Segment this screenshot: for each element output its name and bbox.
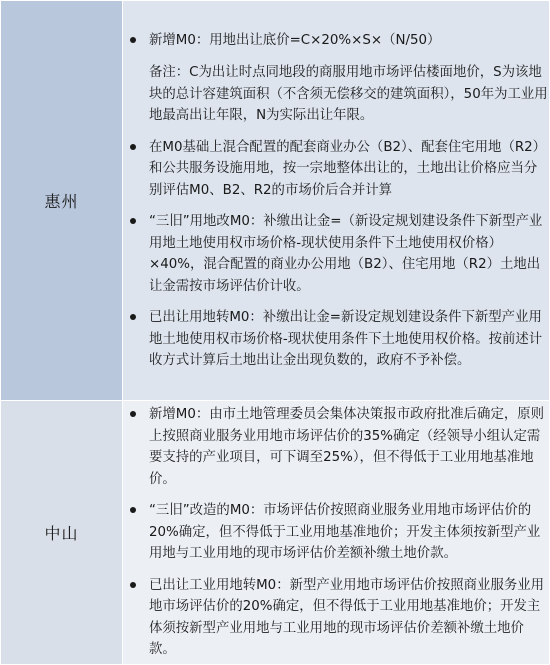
policy-text: 已出让用地转M0：补缴出让金=新设定规划建设条件下新型产业用地土地使用权市场价格-现状使用条件下土地使用权价格。按前述计收方式计算后土地出让金出现负数的，政府不予补偿。 [149, 310, 543, 368]
bullet-icon [130, 37, 136, 43]
city-cell-zhongshan: 中山 [1, 401, 123, 665]
policy-text: “三旧”改造的M0：市场评估价按照商业服务业用地市场评估价的20%确定，但不得低于工业用地基准地价；开发主体须按新型产业用地与工业用地的现市场评估价差额补缴土地价款。 [149, 503, 541, 562]
policy-text: 新增M0：用地出让底价=C×20%×S×（N/50） [149, 32, 441, 48]
row-zhongshan [1, 401, 550, 665]
policy-item [123, 404, 549, 490]
policy-text: 在M0基础上混合配置的配套商业办公（B2）、配套住宅用地（R2）和公共服务设施用地，按一宗地整体出让的，土地出让价格应当分别评估M0、B2、R2的市场价后合并计算 [149, 139, 547, 198]
policy-item [123, 137, 549, 202]
policy-item [123, 575, 549, 661]
bullet-icon [130, 314, 136, 320]
policy-item [123, 30, 549, 127]
bullet-icon [130, 218, 136, 224]
city-cell-huizhou: 惠州 [1, 1, 123, 401]
bullet-icon [130, 144, 136, 150]
policy-text: 已出让工业用地转M0：新型产业用地市场评估价按照商业服务业用地市场评估价的20%确定，但不得低于工业用地基准地价；开发主体须按新型产业用地与工业用地的现市场评估价差额补缴土地价款。 [149, 577, 545, 658]
bullet-icon [130, 411, 136, 417]
policy-text: 新增M0：由市土地管理委员会集体决策报市政府批准后确定，原则上按照商业服务业用地市场评估价的35%确定（经领导小组认定需要支持的产业项目，可下调至25%），但不得低于工业用地基准地价。 [149, 407, 545, 487]
policy-list-zhongshan [123, 401, 550, 665]
policy-item [123, 500, 549, 565]
policy-note: 备注：C为出让时点同地段的商服用地市场评估楼面地价，S为该地块的总计容建筑面积（不含须无偿移交的建筑面积），50年为工业用地最高出让年限，N为实际出让年限。 [149, 65, 548, 123]
row-huizhou [1, 1, 550, 401]
policy-text: “三旧”用地改M0：补缴出让金=（新设定规划建设条件下新型产业用地土地使用权市场价格-现状使用条件下土地使用权价格）×40%，混合配置的商业办公用地（B2）、住宅用地（R2）土地出让金需按市场评估价计收。 [149, 214, 543, 294]
bullet-icon [130, 507, 136, 513]
policy-list-huizhou [123, 1, 550, 401]
bullet-icon [130, 582, 136, 588]
policy-item [123, 211, 549, 297]
policy-item [123, 307, 549, 372]
